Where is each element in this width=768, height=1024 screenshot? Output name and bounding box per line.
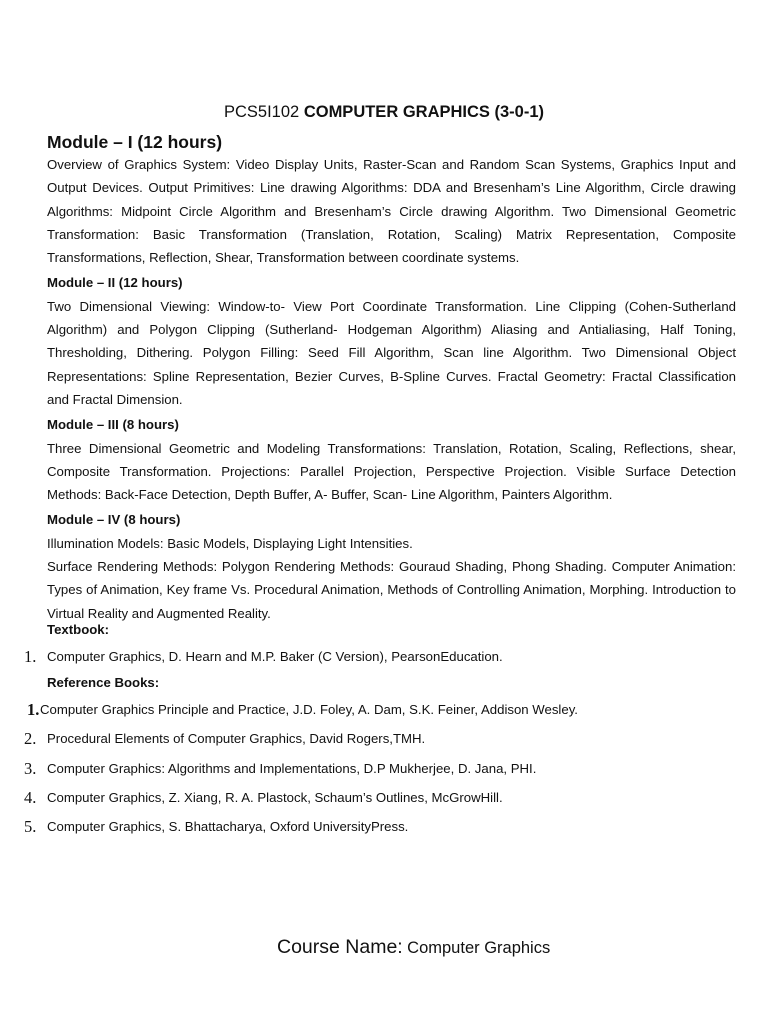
reference-text: Computer Graphics Principle and Practice, J.D. Foley, A. Dam, S.K. Feiner, Addison Wesley.: [40, 702, 578, 717]
reference-text: Computer Graphics, S. Bhattacharya, Oxford UniversityPress.: [47, 819, 409, 834]
reference-item: [0, 757, 768, 781]
reference-books-heading: Reference Books:: [47, 675, 160, 690]
module-4-description-2: Surface Rendering Methods: Polygon Rendering Methods: Gouraud Shading, Phong Shading. Computer Animation: Types of Animation, Key frame Vs. Procedural Animation, Methods of Controlling Animation, Morphing. Introduction to Virtual Reality and Augmented Reality.: [47, 559, 736, 621]
reference-item: [0, 786, 768, 810]
course-title: [0, 101, 768, 123]
textbook-text: Computer Graphics, D. Hearn and M.P. Baker (C Version), PearsonEducation.: [47, 649, 503, 664]
module-4-heading: Module – IV (8 hours): [47, 512, 181, 528]
list-number: 3.: [24, 759, 37, 778]
module-1-heading: Module – I (12 hours): [47, 132, 223, 152]
list-number: 5.: [24, 817, 37, 836]
course-name: COMPUTER GRAPHICS (3-0-1): [303, 103, 544, 121]
reference-text: Computer Graphics, Z. Xiang, R. A. Plastock, Schaum’s Outlines, McGrowHill.: [47, 790, 503, 805]
reference-item: [0, 815, 768, 839]
module-3-heading: Module – III (8 hours): [47, 417, 179, 433]
module-2-heading: Module – II (12 hours): [47, 275, 183, 291]
module-1-description: Overview of Graphics System: Video Display Units, Raster-Scan and Random Scan Systems, Graphics Input and Output Devices. Output Primitives: Line drawing Algorithms: DDA and Bresenham’s Line Algorithm, Circle drawing Algorithms: Midpoint Circle Algorithm and Bresenham’s Circle drawing Algorithm. Two Dimensional Geometric Transformation: Basic Transformation (Translation, Rotation, Scaling) Matrix Representation, Composite Transformations, Reflection, Shear, Transformation between coordinate systems.: [47, 157, 736, 266]
textbook-heading: Textbook:: [47, 622, 110, 637]
course-name-footer: [277, 934, 550, 962]
list-number: 4.: [24, 788, 37, 807]
list-number: 2.: [24, 729, 37, 748]
module-4-description-1: Illumination Models: Basic Models, Displaying Light Intensities.: [47, 535, 413, 551]
module-3-description: Three Dimensional Geometric and Modeling Transformations: Translation, Rotation, Scaling, Reflections, shear, Composite Transformation. Projections: Parallel Projection, Perspective Projection. Visible Surface Detection Methods: Back-Face Detection, Depth Buffer, A- Buffer, Scan- Line Algorithm, Painters Algorithm.: [47, 440, 736, 503]
reference-text: Computer Graphics: Algorithms and Implementations, D.P Mukherjee, D. Jana, PHI.: [47, 761, 537, 776]
course-name-value: Computer Graphics: [407, 939, 551, 957]
module-2-description: Two Dimensional Viewing: Window-to- View Port Coordinate Transformation. Line Clipping (Cohen-Sutherland Algorithm) and Polygon Clipping (Sutherland- Hodgeman Algorithm) Aliasing and Antialiasing, Half Toning, Thresholding, Dithering. Polygon Filling: Seed Fill Algorithm, Scan line Algorithm. Two Dimensional Object Representations: Spline Representation, Bezier Curves, B-Spline Curves. Fractal Geometry: Fractal Classification and Fractal Dimension.: [47, 298, 736, 407]
list-number: 1.: [27, 700, 40, 719]
reference-text: Procedural Elements of Computer Graphics, David Rogers,TMH.: [47, 731, 426, 746]
reference-item: [0, 727, 768, 751]
course-name-label: Course Name:: [277, 936, 403, 958]
course-code: PCS5I102: [224, 103, 300, 121]
list-number: 1.: [24, 647, 37, 666]
modules-section: [47, 131, 736, 627]
reference-item: [0, 698, 768, 722]
textbook-item: [0, 645, 768, 669]
